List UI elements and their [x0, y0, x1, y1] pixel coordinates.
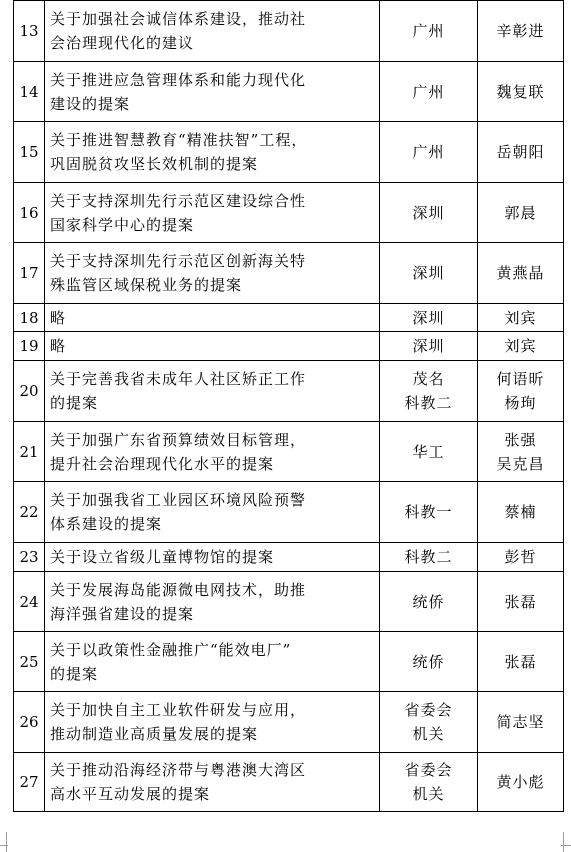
submitting-unit-line: 科教二	[404, 394, 453, 412]
submitting-unit	[380, 632, 478, 692]
proposer-name-line: 简志坚	[496, 713, 545, 731]
proposer-name-line: 吴克昌	[496, 454, 545, 473]
proposer-name-line: 张磊	[504, 652, 537, 671]
proposal-title-line: 建设的提案	[50, 94, 131, 113]
crop-mark-right-horizontal	[561, 845, 571, 846]
proposer-name-line: 刘宾	[504, 337, 537, 355]
proposal-title-line: 关于加强广东省预算绩效目标管理，	[50, 430, 307, 449]
submitting-unit	[380, 422, 478, 482]
table-row	[14, 543, 564, 572]
proposer-name	[478, 572, 564, 632]
proposer-name-line: 蔡楠	[504, 503, 537, 521]
row-number: 23	[14, 543, 45, 572]
submitting-unit-line: 茂名	[412, 370, 445, 388]
row-number: 19	[14, 332, 45, 361]
proposer-name	[478, 692, 564, 753]
row-number: 13	[14, 1, 45, 62]
proposer-name	[478, 62, 564, 122]
proposal-title-line: 关于支持深圳先行示范区创新海关特	[50, 252, 307, 270]
proposal-title	[45, 632, 380, 692]
proposal-title	[45, 183, 380, 243]
proposer-name	[478, 543, 564, 572]
row-number: 18	[14, 304, 45, 332]
proposal-title-line: 会治理现代化的建议	[50, 34, 195, 52]
submitting-unit-line: 统侨	[412, 652, 445, 671]
proposer-name-line: 刘宾	[504, 308, 537, 327]
table-row	[14, 122, 564, 183]
table-row	[14, 243, 564, 304]
proposal-title-line: 关于设立省级儿童博物馆的提案	[50, 548, 275, 566]
row-number: 17	[14, 243, 45, 304]
proposer-name	[478, 122, 564, 183]
table-row	[14, 753, 564, 812]
table-row	[14, 422, 564, 482]
crop-mark-left-horizontal	[0, 845, 8, 846]
proposal-title-line: 关于以政策性金融推广“能效电厂”	[50, 640, 292, 659]
proposal-title-line: 的提案	[50, 664, 99, 683]
submitting-unit	[380, 304, 478, 332]
proposer-name	[478, 304, 564, 332]
proposer-name	[478, 243, 564, 304]
proposal-title	[45, 62, 380, 122]
table-row	[14, 572, 564, 632]
proposer-name-line: 郭晨	[504, 203, 537, 222]
submitting-unit	[380, 692, 478, 753]
submitting-unit-line: 深圳	[412, 337, 445, 355]
proposal-title-line: 关于加快自主工业软件研发与应用，	[50, 701, 307, 719]
proposal-table-body	[14, 1, 564, 812]
proposal-title-line: 关于推动沿海经济带与粤港澳大湾区	[50, 761, 307, 779]
submitting-unit-line: 省委会	[404, 761, 453, 779]
proposer-name-line: 黄小彪	[496, 773, 545, 791]
proposal-title-line: 巩固脱贫攻坚长效机制的提案	[50, 155, 259, 173]
crop-mark-right-vertical	[563, 832, 564, 852]
proposal-title	[45, 572, 380, 632]
row-number: 26	[14, 692, 45, 753]
submitting-unit-line: 机关	[412, 785, 445, 803]
crop-mark-left-vertical	[6, 832, 7, 852]
proposer-name-line: 杨珣	[504, 394, 537, 412]
proposer-name	[478, 332, 564, 361]
submitting-unit	[380, 1, 478, 62]
proposal-title	[45, 122, 380, 183]
row-number: 15	[14, 122, 45, 183]
table-row	[14, 692, 564, 753]
submitting-unit	[380, 183, 478, 243]
proposal-title-line: 的提案	[50, 394, 99, 412]
submitting-unit-line: 华工	[412, 442, 445, 461]
proposal-title-line: 国家科学中心的提案	[50, 215, 195, 234]
proposer-name	[478, 482, 564, 543]
proposal-title-line: 推动制造业高质量发展的提案	[50, 725, 259, 743]
proposer-name	[478, 753, 564, 812]
proposer-name-line: 张强	[504, 430, 537, 449]
row-number: 22	[14, 482, 45, 543]
submitting-unit-line: 广州	[412, 143, 445, 161]
proposal-table	[13, 0, 564, 812]
proposer-name-line: 岳朝阳	[496, 143, 545, 161]
row-number: 27	[14, 753, 45, 812]
submitting-unit	[380, 572, 478, 632]
table-row	[14, 332, 564, 361]
proposal-title-line: 海洋强省建设的提案	[50, 604, 195, 623]
proposal-title	[45, 304, 380, 332]
proposal-title-line: 关于发展海岛能源微电网技术，助推	[50, 580, 307, 599]
proposer-name	[478, 422, 564, 482]
submitting-unit-line: 机关	[412, 725, 445, 743]
submitting-unit-line: 统侨	[412, 592, 445, 611]
proposer-name-line: 何语昕	[496, 370, 545, 388]
submitting-unit-line: 广州	[412, 82, 445, 101]
submitting-unit	[380, 361, 478, 422]
row-number: 21	[14, 422, 45, 482]
proposal-title-line: 略	[50, 308, 67, 327]
proposer-name-line: 彭哲	[504, 548, 537, 566]
row-number: 25	[14, 632, 45, 692]
proposal-title-line: 略	[50, 337, 67, 355]
submitting-unit-line: 广州	[412, 22, 445, 40]
proposal-title-line: 殊监管区域保税业务的提案	[50, 276, 243, 294]
submitting-unit	[380, 62, 478, 122]
proposal-title	[45, 543, 380, 572]
proposal-title	[45, 753, 380, 812]
row-number: 16	[14, 183, 45, 243]
proposal-title-line: 关于加强我省工业园区环境风险预警	[50, 491, 307, 509]
proposal-title	[45, 332, 380, 361]
table-row	[14, 1, 564, 62]
submitting-unit-line: 深圳	[412, 308, 445, 327]
proposal-title	[45, 361, 380, 422]
proposal-title	[45, 422, 380, 482]
submitting-unit-line: 深圳	[412, 264, 445, 282]
table-row	[14, 482, 564, 543]
proposal-title	[45, 482, 380, 543]
proposal-title	[45, 1, 380, 62]
submitting-unit-line: 省委会	[404, 701, 453, 719]
table-row	[14, 62, 564, 122]
proposal-title	[45, 243, 380, 304]
submitting-unit	[380, 543, 478, 572]
table-row	[14, 183, 564, 243]
proposal-title-line: 提升社会治理现代化水平的提案	[50, 454, 275, 473]
submitting-unit	[380, 243, 478, 304]
submitting-unit	[380, 482, 478, 543]
proposal-title-line: 关于推进智慧教育“精准扶智”工程，	[50, 131, 308, 149]
submitting-unit	[380, 753, 478, 812]
submitting-unit	[380, 122, 478, 183]
proposer-name	[478, 183, 564, 243]
proposal-title-line: 高水平互动发展的提案	[50, 785, 211, 803]
proposal-title	[45, 692, 380, 753]
submitting-unit	[380, 332, 478, 361]
proposer-name-line: 张磊	[504, 592, 537, 611]
proposal-title-line: 关于加强社会诚信体系建设，推动社	[50, 10, 307, 28]
proposer-name	[478, 361, 564, 422]
proposer-name-line: 黄燕晶	[496, 264, 545, 282]
row-number: 14	[14, 62, 45, 122]
proposal-title-line: 关于支持深圳先行示范区建设综合性	[50, 191, 307, 210]
proposal-title-line: 关于推进应急管理体系和能力现代化	[50, 70, 307, 89]
proposal-title-line: 体系建设的提案	[50, 515, 163, 533]
proposer-name	[478, 1, 564, 62]
submitting-unit-line: 科教一	[404, 503, 453, 521]
submitting-unit-line: 科教二	[404, 548, 453, 566]
table-row	[14, 361, 564, 422]
proposer-name-line: 魏复联	[496, 82, 545, 101]
row-number: 20	[14, 361, 45, 422]
table-row	[14, 632, 564, 692]
proposer-name	[478, 632, 564, 692]
table-row	[14, 304, 564, 332]
proposer-name-line: 辛彰进	[496, 22, 545, 40]
submitting-unit-line: 深圳	[412, 203, 445, 222]
proposal-title-line: 关于完善我省未成年人社区矫正工作	[50, 370, 307, 388]
row-number: 24	[14, 572, 45, 632]
